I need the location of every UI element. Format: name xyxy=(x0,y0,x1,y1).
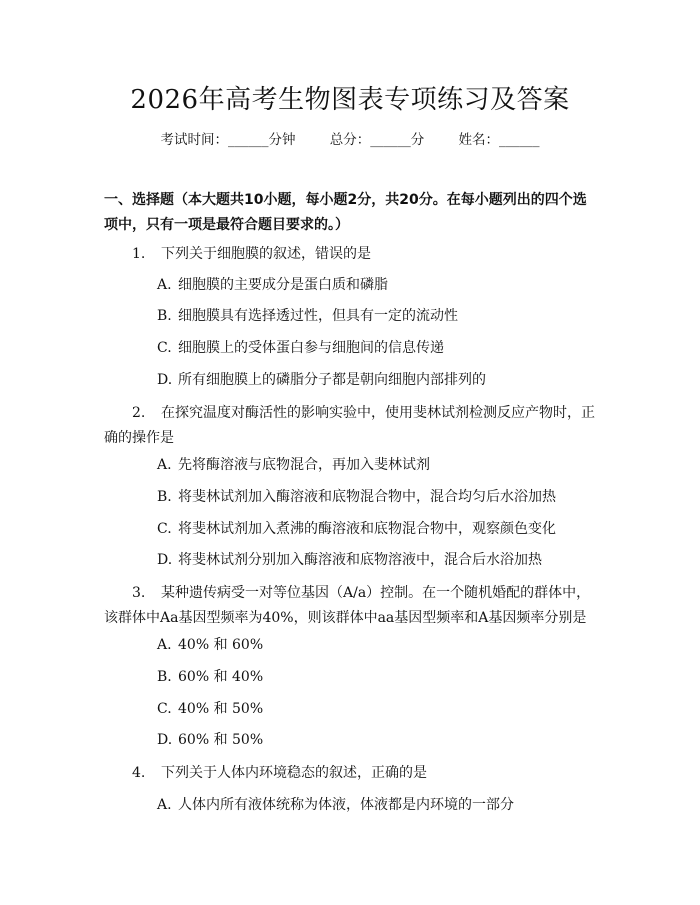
option-2c xyxy=(157,518,597,540)
option-3d xyxy=(157,729,597,751)
option-text: 人体内所有液体统称为体液，体液都是内环境的一部分 xyxy=(178,797,514,813)
question-stem: 在探究温度对酶活性的影响实验中，使用斐林试剂检测反应产物时，正确的操作是 xyxy=(104,405,595,446)
option-text: 40% 和 50% xyxy=(178,701,264,717)
option-1c xyxy=(157,337,597,359)
option-2d xyxy=(157,549,597,571)
question-stem: 下列关于人体内环境稳态的叙述，正确的是 xyxy=(161,765,427,781)
student-name-field: 姓名：______ xyxy=(458,132,540,148)
option-1d xyxy=(157,369,597,391)
option-1a xyxy=(157,274,597,296)
option-letter: A. xyxy=(157,277,172,293)
option-letter: A. xyxy=(157,457,172,473)
question-number: 2. xyxy=(132,405,146,421)
option-letter: B. xyxy=(157,669,172,685)
option-text: 将斐林试剂分别加入酶溶液和底物溶液中，混合后水浴加热 xyxy=(178,552,542,568)
option-letter: A. xyxy=(157,797,172,813)
option-text: 40% 和 60% xyxy=(178,637,264,653)
option-text: 所有细胞膜上的磷脂分子都是朝向细胞内部排列的 xyxy=(178,372,486,388)
question-1 xyxy=(104,242,600,267)
option-letter: C. xyxy=(157,701,172,717)
option-text: 将斐林试剂加入煮沸的酶溶液和底物混合物中，观察颜色变化 xyxy=(178,521,556,537)
question-number: 4. xyxy=(132,765,146,781)
question-stem: 某种遗传病受一对等位基因（A/a）控制。在一个随机婚配的群体中，该群体中Aa基因型频率为40%，则该群体中aa基因型频率和A基因频率分别是 xyxy=(104,585,591,626)
question-4 xyxy=(104,761,600,786)
question-2 xyxy=(104,401,600,451)
option-letter: C. xyxy=(157,521,172,537)
option-4a xyxy=(157,794,597,816)
option-letter: B. xyxy=(157,489,172,505)
option-text: 60% 和 50% xyxy=(178,732,264,748)
page-title: 2026年高考生物图表专项练习及答案 xyxy=(130,85,570,115)
option-3a xyxy=(157,634,597,656)
question-number: 3. xyxy=(132,585,146,601)
option-text: 细胞膜具有选择透过性，但具有一定的流动性 xyxy=(178,308,458,324)
exam-time-field: 考试时间：______分钟 xyxy=(160,132,296,148)
option-3c xyxy=(157,698,597,720)
question-3 xyxy=(104,581,600,631)
section-heading: 一、选择题（本大题共10小题，每小题2分，共20分。在每小题列出的四个选项中，只有一项是最符合题目要求的。） xyxy=(104,192,587,233)
option-letter: D. xyxy=(157,552,173,568)
option-2b xyxy=(157,486,597,508)
option-letter: B. xyxy=(157,308,172,324)
option-letter: C. xyxy=(157,340,172,356)
option-2a xyxy=(157,454,597,476)
option-letter: A. xyxy=(157,637,172,653)
option-text: 60% 和 40% xyxy=(178,669,264,685)
option-3b xyxy=(157,666,597,688)
option-text: 先将酶溶液与底物混合，再加入斐林试剂 xyxy=(178,457,430,473)
question-stem: 下列关于细胞膜的叙述，错误的是 xyxy=(161,246,371,262)
exam-meta xyxy=(0,130,700,150)
question-number: 1. xyxy=(132,246,146,262)
option-letter: D. xyxy=(157,732,173,748)
option-text: 细胞膜上的受体蛋白参与细胞间的信息传递 xyxy=(178,340,444,356)
option-1b xyxy=(157,305,597,327)
option-text: 细胞膜的主要成分是蛋白质和磷脂 xyxy=(178,277,388,293)
option-text: 将斐林试剂加入酶溶液和底物混合物中，混合均匀后水浴加热 xyxy=(178,489,556,505)
option-letter: D. xyxy=(157,372,173,388)
total-score-field: 总分：______分 xyxy=(329,132,425,148)
